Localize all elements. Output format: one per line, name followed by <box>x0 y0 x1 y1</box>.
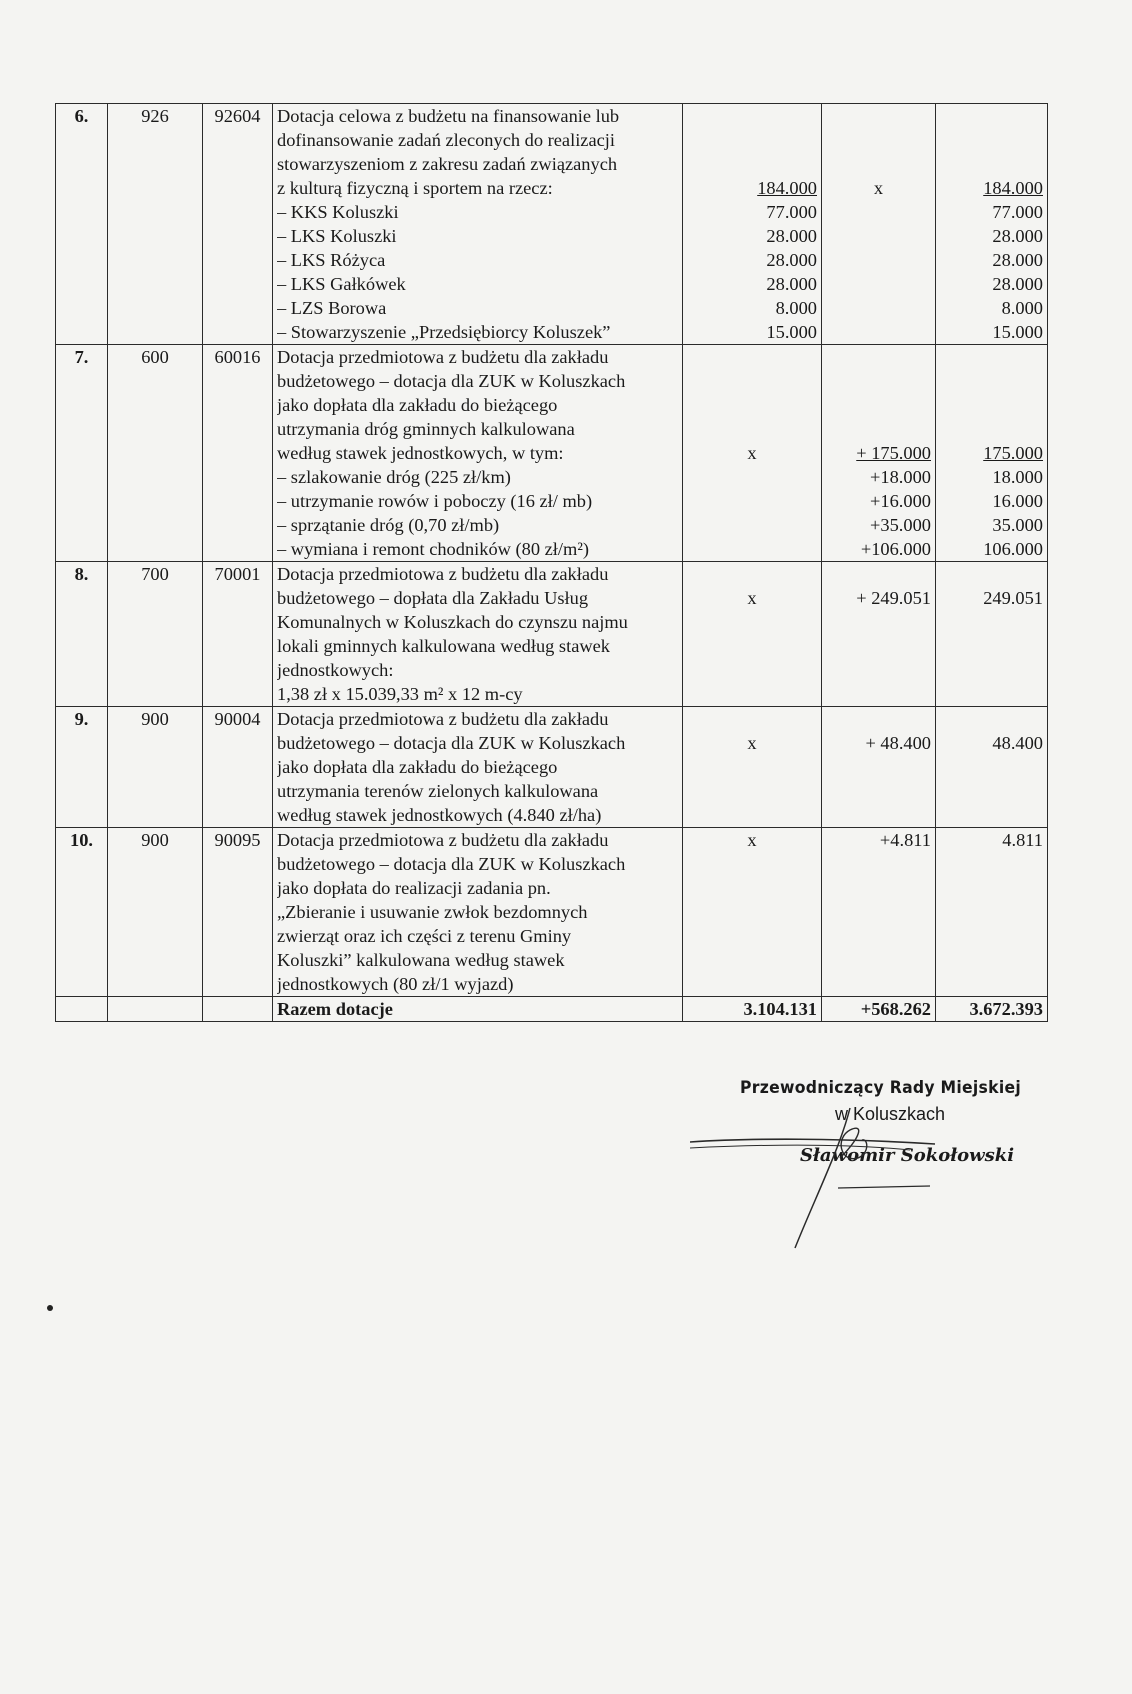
description-line: „Zbieranie i usuwanie zwłok bezdomnych <box>277 902 588 922</box>
signature-block <box>740 1078 1070 1166</box>
rozdzial <box>203 562 273 707</box>
description-line: utrzymania dróg gminnych kalkulowana <box>277 419 575 439</box>
rozdzial-code: 70001 <box>214 564 261 584</box>
after-change-amount-value: 15.000 <box>992 322 1043 342</box>
bleed-through-text <box>10 1090 14 1108</box>
description-line: utrzymania terenów zielonych kalkulowana <box>277 781 599 801</box>
dzial-code: 700 <box>141 564 169 584</box>
rozdzial <box>203 345 273 562</box>
rozdzial-code: 92604 <box>214 106 261 126</box>
stray-dot <box>47 1305 53 1311</box>
change-amount-value: +106.000 <box>860 539 931 559</box>
document-page <box>55 103 1047 1022</box>
rozdzial-code: 90004 <box>214 709 261 729</box>
description-line: – LKS Różyca <box>277 250 386 270</box>
after-change-amount-value: 28.000 <box>992 226 1043 246</box>
description-line: budżetowego – dotacja dla ZUK w Koluszkach <box>277 854 626 874</box>
change-amount <box>822 104 936 345</box>
dzial <box>108 104 203 345</box>
after-change-amount-value: 18.000 <box>992 467 1043 487</box>
change-amount <box>822 828 936 997</box>
signature-title: Przewodniczący Rady Miejskiej <box>740 1078 1021 1098</box>
table-row <box>56 707 1048 828</box>
description-line: lokali gminnych kalkulowana według stawek <box>277 636 610 656</box>
row-number <box>56 345 108 562</box>
plan-amount-value: x <box>747 588 757 608</box>
description-line: Dotacja przedmiotowa z budżetu dla zakładu <box>277 830 609 850</box>
plan-amount-value: 77.000 <box>766 202 817 222</box>
description-line: Dotacja przedmiotowa z budżetu dla zakładu <box>277 347 609 367</box>
description-line: – sprzątanie dróg (0,70 zł/mb) <box>277 515 500 535</box>
plan-amount-value: x <box>747 830 757 850</box>
after-change-amount-value: 175.000 <box>983 443 1043 463</box>
description-line: jako dopłata dla zakładu do bieżącego <box>277 757 558 777</box>
description-line: z kulturą fizyczną i sportem na rzecz: <box>277 178 553 198</box>
after-change-amount-value: 4.811 <box>1002 830 1043 850</box>
dzial <box>108 707 203 828</box>
dzial <box>108 345 203 562</box>
rozdzial <box>203 828 273 997</box>
change-amount-value: +4.811 <box>879 830 931 850</box>
description-line: według stawek jednostkowych, w tym: <box>277 443 564 463</box>
total-plan-value: 3.104.131 <box>743 999 817 1019</box>
table-row <box>56 104 1048 345</box>
row-number <box>56 707 108 828</box>
description-line: jednostkowych: <box>277 660 394 680</box>
after-change-amount-value: 249.051 <box>983 588 1043 608</box>
description-line: według stawek jednostkowych (4.840 zł/ha) <box>277 805 602 825</box>
total-change-value: +568.262 <box>860 999 931 1019</box>
row-number-text: 8. <box>74 564 89 584</box>
dzial-code: 926 <box>141 106 169 126</box>
row-number <box>56 828 108 997</box>
plan-amount-value: 28.000 <box>766 250 817 270</box>
after-change-amount-value: 77.000 <box>992 202 1043 222</box>
description <box>273 828 683 997</box>
change-amount <box>822 345 936 562</box>
after-change-amount-value: 28.000 <box>992 250 1043 270</box>
row-number-text: 6. <box>74 106 89 126</box>
dzial <box>108 828 203 997</box>
after-change-amount <box>936 104 1048 345</box>
signature-scribble <box>690 1078 1010 1258</box>
empty-cell <box>203 997 273 1022</box>
row-number-text: 7. <box>74 347 89 367</box>
description-line: Komunalnych w Koluszkach do czynszu najmu <box>277 612 628 632</box>
after-change-amount <box>936 707 1048 828</box>
description-line: budżetowego – dotacja dla ZUK w Koluszkach <box>277 371 626 391</box>
after-change-amount-value: 8.000 <box>1001 298 1043 318</box>
description-line: – LZS Borowa <box>277 298 387 318</box>
after-change-amount-value: 35.000 <box>992 515 1043 535</box>
description-line: – wymiana i remont chodników (80 zł/m²) <box>277 539 589 559</box>
description-line: budżetowego – dotacja dla ZUK w Koluszkach <box>277 733 626 753</box>
description <box>273 562 683 707</box>
plan-amount <box>683 345 822 562</box>
change-amount-value: +35.000 <box>870 515 931 535</box>
after-change-amount <box>936 562 1048 707</box>
plan-amount-value: x <box>747 443 757 463</box>
empty-cell <box>56 997 108 1022</box>
plan-amount-value: 28.000 <box>766 274 817 294</box>
description-line: dofinansowanie zadań zleconych do realizacji <box>277 130 616 150</box>
description-line: zwierząt oraz ich części z terenu Gminy <box>277 926 572 946</box>
plan-amount <box>683 707 822 828</box>
plan-amount-value: 28.000 <box>766 226 817 246</box>
dzial-code: 900 <box>141 830 169 850</box>
plan-amount <box>683 104 822 345</box>
description-line: Dotacja przedmiotowa z budżetu dla zakładu <box>277 564 609 584</box>
plan-amount-value: x <box>747 733 757 753</box>
after-change-amount-value: 28.000 <box>992 274 1043 294</box>
description <box>273 707 683 828</box>
rozdzial <box>203 707 273 828</box>
empty-cell <box>108 997 203 1022</box>
description-line: – utrzymanie rowów i poboczy (16 zł/ mb) <box>277 491 593 511</box>
plan-amount-value: 8.000 <box>775 298 817 318</box>
total-label-text: Razem dotacje <box>277 999 393 1019</box>
change-amount <box>822 562 936 707</box>
description <box>273 104 683 345</box>
total-row <box>56 997 1048 1022</box>
after-change-amount-value: 48.400 <box>992 733 1043 753</box>
description-line: jednostkowych (80 zł/1 wyjazd) <box>277 974 514 994</box>
description-line: jako dopłata do realizacji zadania pn. <box>277 878 551 898</box>
plan-amount <box>683 562 822 707</box>
description-line: – LKS Koluszki <box>277 226 397 246</box>
total-plan <box>683 997 822 1022</box>
description-line: 1,38 zł x 15.039,33 m² x 12 m-cy <box>277 684 523 704</box>
description-line: Dotacja celowa z budżetu na finansowanie lub <box>277 106 620 126</box>
row-number-text: 10. <box>70 830 93 850</box>
plan-amount-value: 184.000 <box>757 178 817 198</box>
after-change-amount <box>936 828 1048 997</box>
rozdzial-code: 90095 <box>214 830 261 850</box>
description-line: Koluszki” kalkulowana według stawek <box>277 950 565 970</box>
change-amount-value: +18.000 <box>870 467 931 487</box>
description-line: Dotacja przedmiotowa z budżetu dla zakładu <box>277 709 609 729</box>
description <box>273 345 683 562</box>
signature-place: w Koluszkach <box>835 1104 946 1124</box>
dzial-code: 900 <box>141 709 169 729</box>
total-after-value: 3.672.393 <box>969 999 1043 1019</box>
description-line: stowarzyszeniom z zakresu zadań związanych <box>277 154 618 174</box>
description-line: – KKS Koluszki <box>277 202 399 222</box>
signature-name: Sławomir Sokołowski <box>800 1145 1015 1166</box>
after-change-amount-value: 184.000 <box>983 178 1043 198</box>
table-row <box>56 828 1048 997</box>
after-change-amount-value: 106.000 <box>983 539 1043 559</box>
dzial <box>108 562 203 707</box>
after-change-amount <box>936 345 1048 562</box>
after-change-amount-value: 16.000 <box>992 491 1043 511</box>
plan-amount <box>683 828 822 997</box>
description-line: jako dopłata dla zakładu do bieżącego <box>277 395 558 415</box>
change-amount-value: + 175.000 <box>856 443 931 463</box>
change-amount-value: +16.000 <box>870 491 931 511</box>
description-line: – Stowarzyszenie „Przedsiębiorcy Koluszek” <box>277 322 611 342</box>
budget-table <box>55 103 1048 1022</box>
row-number <box>56 104 108 345</box>
total-label <box>273 997 683 1022</box>
plan-amount-value: 15.000 <box>766 322 817 342</box>
rozdzial <box>203 104 273 345</box>
rozdzial-code: 60016 <box>214 347 261 367</box>
table-row <box>56 562 1048 707</box>
description-line: budżetowego – dopłata dla Zakładu Usług <box>277 588 589 608</box>
dzial-code: 600 <box>141 347 169 367</box>
table-row <box>56 345 1048 562</box>
total-change <box>822 997 936 1022</box>
row-number <box>56 562 108 707</box>
total-after <box>936 997 1048 1022</box>
change-amount-value: + 249.051 <box>856 588 931 608</box>
change-amount-value: x <box>873 178 884 198</box>
change-amount <box>822 707 936 828</box>
description-line: – szlakowanie dróg (225 zł/km) <box>277 467 511 487</box>
description-line: – LKS Gałkówek <box>277 274 406 294</box>
row-number-text: 9. <box>74 709 89 729</box>
change-amount-value: + 48.400 <box>865 733 931 753</box>
